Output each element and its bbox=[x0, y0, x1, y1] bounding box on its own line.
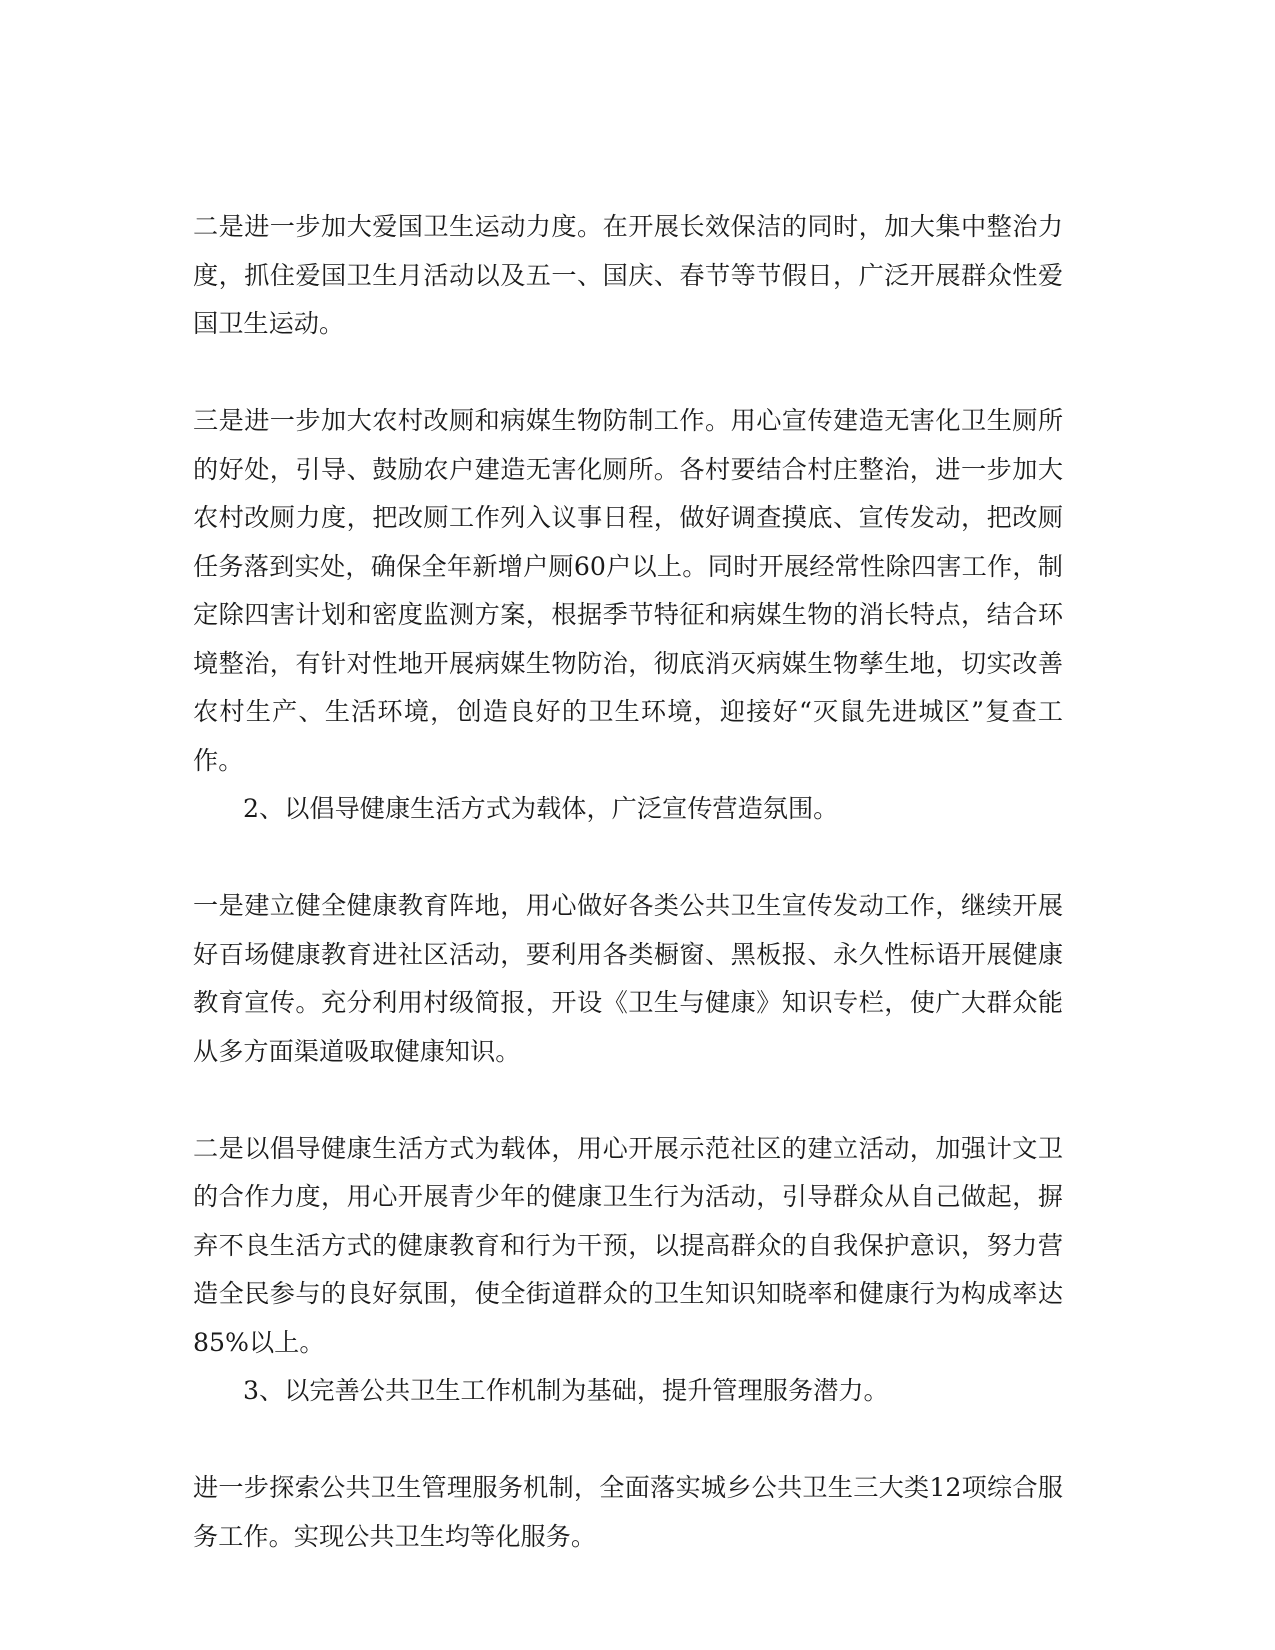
paragraph-health-education: 一是建立健全健康教育阵地，用心做好各类公共卫生宣传发动工作，继续开展好百场健康教育进社区活动，要利用各类橱窗、黑板报、永久性标语开展健康教育宣传。充分利用村级简报，开设《卫生与健康》知识专栏，使广大群众能从多方面渠道吸取健康知识。 bbox=[193, 891, 1063, 1066]
section-heading-2: 2、以倡导健康生活方式为载体，广泛宣传营造氛围。 bbox=[243, 794, 839, 823]
paragraph-rural-toilet-and-vector-control: 三是进一步加大农村改厕和病媒生物防制工作。用心宣传建造无害化卫生厕所的好处，引导、鼓励农户建造无害化厕所。各村要结合村庄整治，进一步加大农村改厕力度，把改厕工作列入议事日程，做好调查摸底、宣传发动，把改厕任务落到实处，确保全年新增户厕60户以上。同时开展经常性除四害工作，制定除四害计划和密度监测方案，根据季节特征和病媒生物的消长特点，结合环境整治，有针对性地开展病媒生物防治，彻底消灭病媒生物孳生地，切实改善农村生产、生活环境，创造良好的卫生环境，迎接好“灭鼠先进城区”复查工作。 bbox=[193, 406, 1063, 775]
document-body bbox=[193, 203, 1063, 1561]
paragraph-patriotic-health-campaign: 二是进一步加大爱国卫生运动力度。在开展长效保洁的同时，加大集中整治力度，抓住爱国卫生月活动以及五一、国庆、春节等节假日，广泛开展群众性爱国卫生运动。 bbox=[193, 212, 1063, 338]
section-heading-3: 3、以完善公共卫生工作机制为基础，提升管理服务潜力。 bbox=[243, 1376, 889, 1405]
paragraph-public-health-services: 进一步探索公共卫生管理服务机制，全面落实城乡公共卫生三大类12项综合服务工作。实现公共卫生均等化服务。 bbox=[193, 1473, 1063, 1551]
paragraph-healthy-lifestyle-community: 二是以倡导健康生活方式为载体，用心开展示范社区的建立活动，加强计文卫的合作力度，用心开展青少年的健康卫生行为活动，引导群众从自己做起，摒弃不良生活方式的健康教育和行为干预，以提高群众的自我保护意识，努力营造全民参与的良好氛围，使全街道群众的卫生知识知晓率和健康行为构成率达85%以上。 bbox=[193, 1133, 1063, 1357]
